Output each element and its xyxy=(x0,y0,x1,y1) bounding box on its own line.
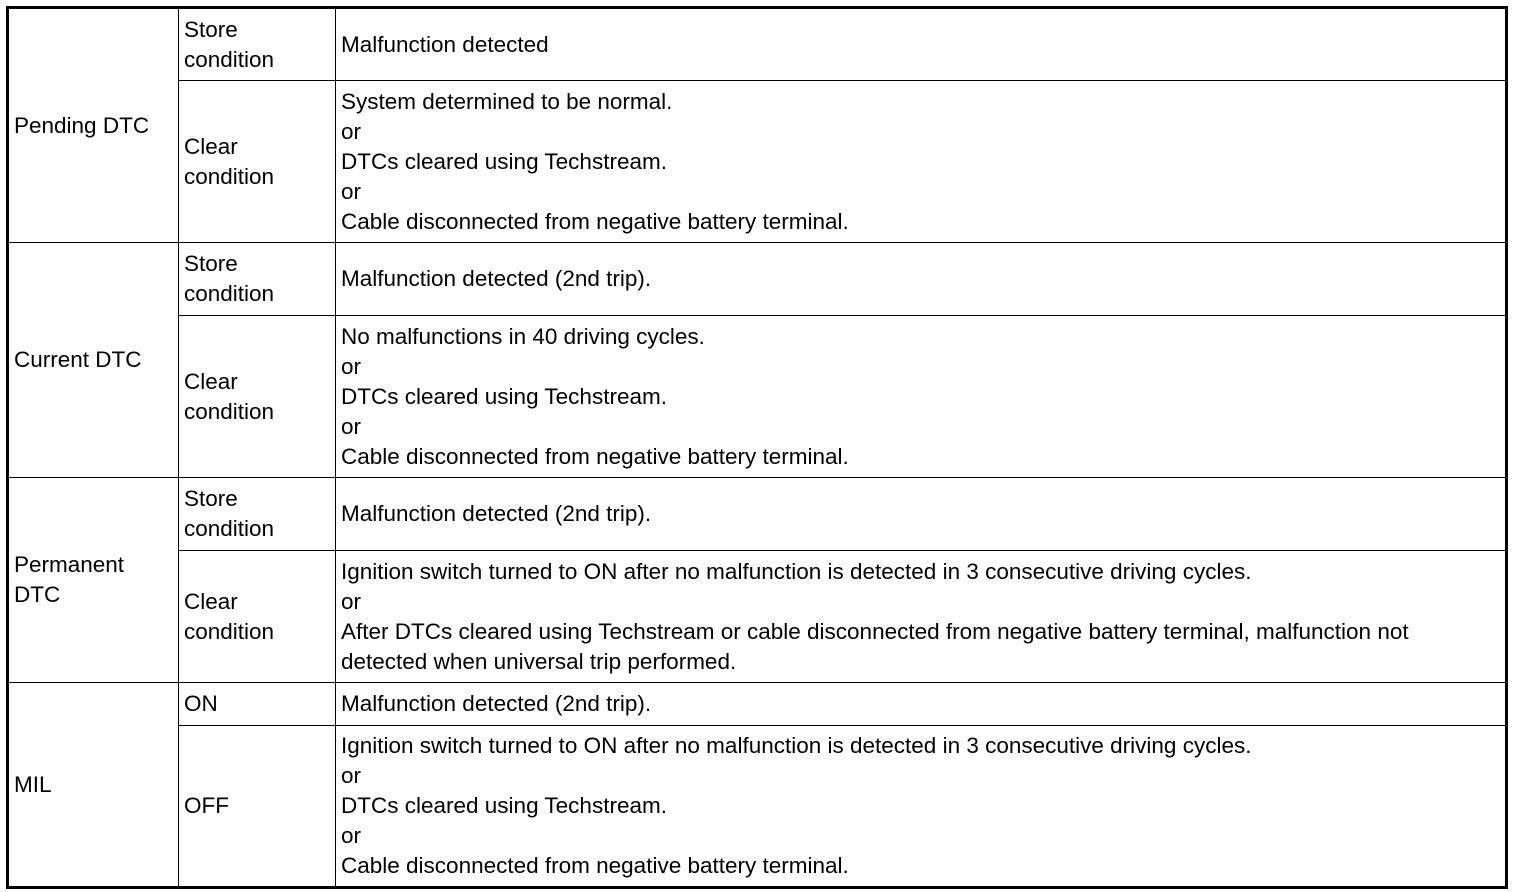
condition-label: Clear condition xyxy=(184,133,275,189)
description-cell xyxy=(336,478,1507,551)
description-line: or xyxy=(341,413,362,439)
description-line: DTCs cleared using Techstream. xyxy=(341,793,667,818)
condition-label: Clear condition xyxy=(184,588,275,644)
condition-label: Store condition xyxy=(184,16,275,72)
description-line: Cable disconnected from negative battery terminal. xyxy=(341,208,849,234)
description-line: or xyxy=(341,178,362,204)
description-cell xyxy=(336,726,1507,888)
table-row xyxy=(8,316,1507,478)
condition-cell xyxy=(179,478,336,551)
category-label: Pending DTC xyxy=(14,112,150,138)
description-cell xyxy=(336,81,1507,243)
description-line: or xyxy=(341,823,362,848)
category-cell xyxy=(8,478,179,683)
category-label: Permanent DTC xyxy=(14,552,125,607)
description-line: Ignition switch turned to ON after no malfunction is detected in 3 consecutive driving cycles. xyxy=(341,558,1252,584)
category-cell xyxy=(8,243,179,478)
description-line: or xyxy=(341,763,362,788)
category-cell xyxy=(8,8,179,243)
category-label: MIL xyxy=(14,771,52,797)
description-line: Malfunction detected (2nd trip). xyxy=(341,691,652,716)
table-row xyxy=(8,8,1507,81)
description-line: or xyxy=(341,118,362,144)
table-row xyxy=(8,478,1507,551)
description-line: After DTCs cleared using Techstream or cable disconnected from negative battery terminal, malfunction not detected when universal trip performed. xyxy=(341,618,1409,674)
condition-cell xyxy=(179,8,336,81)
description-cell xyxy=(336,8,1507,81)
category-label: Current DTC xyxy=(14,347,142,372)
description-line: DTCs cleared using Techstream. xyxy=(341,148,667,174)
description-line: DTCs cleared using Techstream. xyxy=(341,383,667,409)
condition-cell xyxy=(179,683,336,726)
condition-cell xyxy=(179,316,336,478)
condition-cell xyxy=(179,726,336,888)
description-cell xyxy=(336,551,1507,683)
description-line: Cable disconnected from negative battery terminal. xyxy=(341,853,849,878)
description-line: System determined to be normal. xyxy=(341,88,673,114)
condition-cell xyxy=(179,81,336,243)
condition-label: OFF xyxy=(184,793,229,818)
description-line: Cable disconnected from negative battery terminal. xyxy=(341,443,849,469)
description-line: or xyxy=(341,588,362,614)
table-row xyxy=(8,243,1507,316)
table-row xyxy=(8,551,1507,683)
description-cell xyxy=(336,683,1507,726)
condition-cell xyxy=(179,551,336,683)
description-line: or xyxy=(341,353,362,379)
description-line: Ignition switch turned to ON after no malfunction is detected in 3 consecutive driving cycles. xyxy=(341,733,1252,758)
table-row xyxy=(8,726,1507,888)
description-line: Malfunction detected (2nd trip). xyxy=(341,266,652,291)
condition-label: Store condition xyxy=(184,486,275,541)
table-row xyxy=(8,81,1507,243)
condition-label: Clear condition xyxy=(184,368,275,424)
description-line: No malfunctions in 40 driving cycles. xyxy=(341,323,705,349)
category-cell xyxy=(8,683,179,888)
description-line: Malfunction detected xyxy=(341,31,549,57)
description-cell xyxy=(336,243,1507,316)
condition-label: ON xyxy=(184,691,218,716)
description-line: Malfunction detected (2nd trip). xyxy=(341,501,652,526)
description-cell xyxy=(336,316,1507,478)
dtc-condition-table xyxy=(6,6,1508,889)
table-row xyxy=(8,683,1507,726)
condition-label: Store condition xyxy=(184,251,275,306)
condition-cell xyxy=(179,243,336,316)
